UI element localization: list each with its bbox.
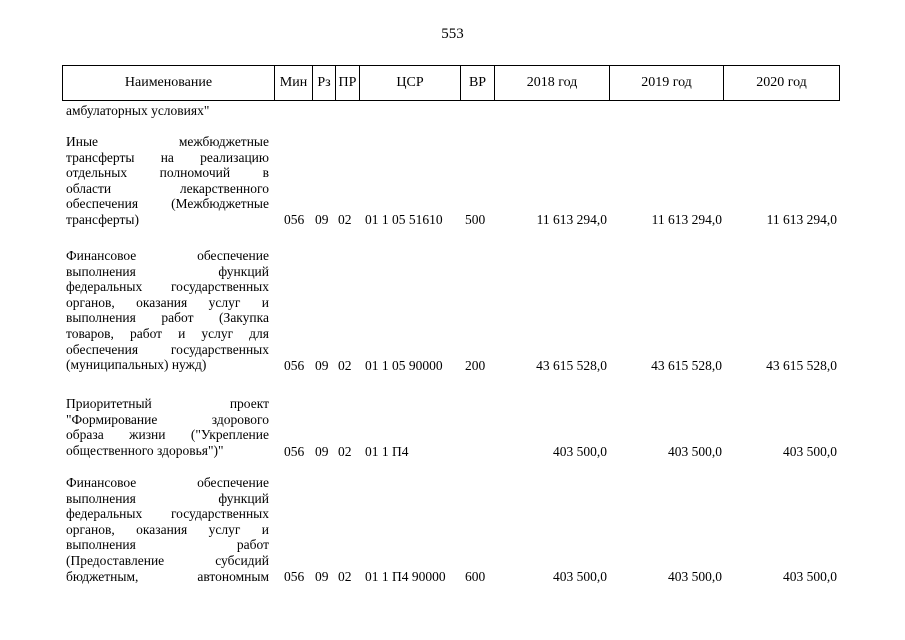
row-min: 056	[284, 569, 305, 584]
table-header	[62, 65, 840, 101]
header-min: Мин	[275, 66, 313, 100]
row-min: 056	[284, 444, 305, 459]
row-csr: 01 1 П4	[365, 444, 409, 459]
row-pr: 02	[338, 444, 352, 459]
page-number: 553	[441, 26, 464, 42]
row-csr: 01 1 П4 90000	[365, 569, 446, 584]
row-rz: 09	[315, 212, 329, 227]
row-rz: 09	[315, 569, 329, 584]
header-2020: 2020 год	[756, 75, 807, 90]
row-rz: 09	[315, 444, 329, 459]
row-pr: 02	[338, 358, 352, 373]
row-2020: 11 613 294,0	[766, 212, 837, 227]
row-vr: 200	[465, 358, 486, 373]
row-2019: 11 613 294,0	[651, 212, 722, 227]
row-2018: 403 500,0	[553, 444, 607, 459]
row-2018: 43 615 528,0	[536, 358, 607, 373]
row-2019: 43 615 528,0	[651, 358, 722, 373]
row-name: Приоритетный проект "Формирование здорового образа жизни ("Укрепление общественного здоровья")"	[66, 396, 269, 458]
row-pr: 02	[338, 212, 352, 227]
row-name: Иные межбюджетные трансферты на реализацию отдельных полномочий в области лекарственного обеспечения (Межбюджетные трансферты)	[66, 134, 269, 227]
row-name: Финансовое обеспечение выполнения функций федеральных государственных органов, оказания услуг и выполнения работ (Предоставление субсидий бюджетным, автономным	[66, 475, 269, 584]
row-min: 056	[284, 212, 305, 227]
row-2020: 43 615 528,0	[766, 358, 837, 373]
header-2019: 2019 год	[610, 66, 724, 100]
row-csr: 01 1 05 90000	[365, 358, 443, 373]
row-2019: 403 500,0	[668, 444, 722, 459]
header-vr: ВР	[461, 66, 495, 100]
header-name: Наименование	[63, 66, 275, 100]
header-csr: ЦСР	[360, 66, 461, 100]
row-pr: 02	[338, 569, 352, 584]
row-2018: 403 500,0	[553, 569, 607, 584]
row-csr: 01 1 05 51610	[365, 212, 443, 227]
header-pr: ПР	[336, 66, 360, 100]
row-2018: 11 613 294,0	[536, 212, 607, 227]
row-rz: 09	[315, 358, 329, 373]
row-2019: 403 500,0	[668, 569, 722, 584]
row-name: Финансовое обеспечение выполнения функций федеральных государственных органов, оказания услуг и выполнения работ (Закупка товаров, работ и услуг для обеспечения государственных (муниципальных) нужд)	[66, 248, 269, 373]
row-vr: 500	[465, 212, 486, 227]
row-vr: 600	[465, 569, 486, 584]
row-2020: 403 500,0	[783, 444, 837, 459]
row-2020: 403 500,0	[783, 569, 837, 584]
row-min: 056	[284, 358, 305, 373]
header-2018: 2018 год	[495, 66, 610, 100]
header-rz: Рз	[313, 66, 336, 100]
continuation-text: амбулаторных условиях"	[66, 103, 210, 118]
